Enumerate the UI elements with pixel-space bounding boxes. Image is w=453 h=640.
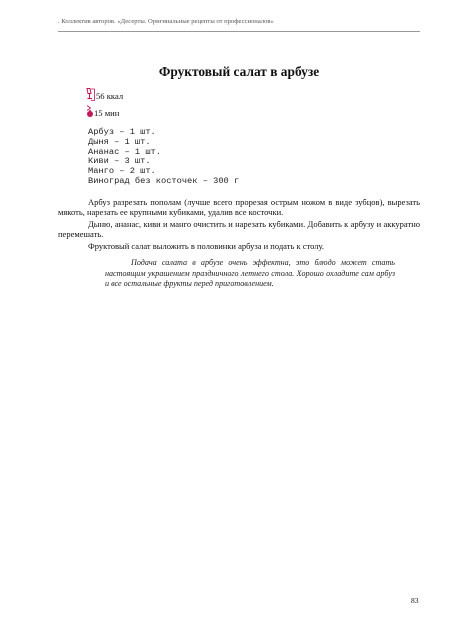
ingredient-item: Манго – 2 шт.	[88, 166, 156, 177]
recipe-title: Фруктовый салат в арбузе	[158, 64, 320, 79]
running-header: . Коллектив авторов. «Десерты. Оригинальные рецепты от профессионалов»	[58, 18, 274, 25]
ingredient-item: Киви – 3 шт.	[88, 156, 151, 167]
recipe-step: Дыню, ананас, киви и манго очистить и нарезать кубиками. Добавить к арбузу и аккуратно перемешать.	[58, 218, 420, 240]
timer-icon	[86, 105, 94, 118]
serving-note: Подача салата в арбузе очень эффектна, это блюдо может стать настоящим украшением праздничного летнего стола. Хорошо охладите сам арбуз и все остальные фрукты перед приготовлением.	[105, 258, 395, 289]
calories-value: 56 ккал	[96, 91, 124, 101]
ingredient-item: Виноград без косточек – 300 г	[88, 175, 240, 186]
recipe-step: Арбуз разрезать пополам (лучше всего прорезая острым ножом в виде зубцов), вырезать мякоть, нарезать ее крупными кубиками, удалив все косточки.	[58, 197, 420, 218]
page-number: 83	[411, 596, 419, 605]
ingredient-item: Арбуз – 1 шт.	[88, 127, 156, 137]
ingredient-list	[88, 128, 239, 187]
ingredient-item: Ананас – 1 шт.	[88, 146, 161, 157]
time-row	[86, 106, 119, 118]
recipe-steps	[58, 197, 420, 252]
time-value: 15 мин	[94, 108, 120, 118]
calories-row	[86, 89, 123, 101]
header-divider	[58, 31, 420, 32]
ingredient-item: Дыня – 1 шт.	[88, 136, 151, 147]
calorie-glass-icon	[86, 88, 96, 101]
recipe-step: Фруктовый салат выложить в половинки арбуза и подать к столу.	[88, 240, 324, 251]
